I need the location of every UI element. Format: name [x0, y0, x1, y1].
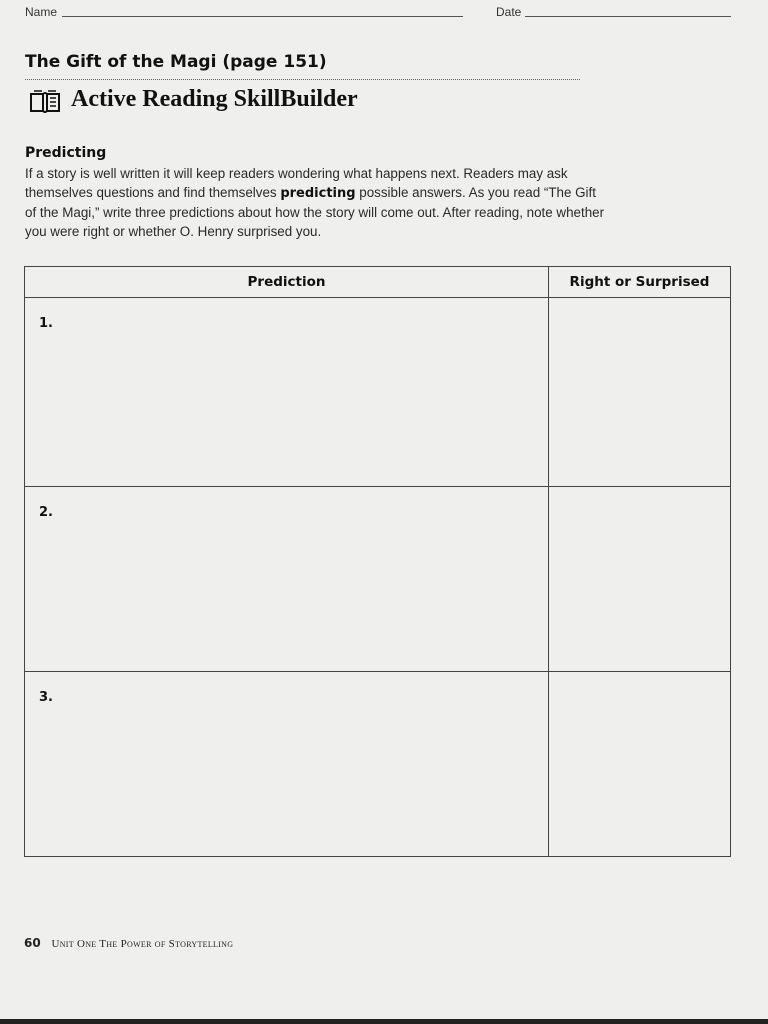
name-label: Name — [25, 5, 58, 19]
skillbuilder-title: Active Reading SkillBuilder — [71, 86, 358, 112]
outcome-cell-3[interactable] — [549, 672, 731, 857]
row-number: 1. — [39, 316, 53, 331]
table-row — [25, 298, 731, 487]
intro-paragraph — [25, 164, 605, 241]
page-number: 60 — [24, 936, 41, 950]
table-header-row — [25, 267, 731, 298]
open-book-icon — [29, 90, 61, 114]
intro-bold-term: predicting — [280, 186, 356, 201]
table-row — [25, 672, 731, 857]
page-title: The Gift of the Magi (page 151) — [25, 52, 327, 72]
intro-text-part2: possible answers. As you read “The Gift of the Magi,” write three predictions about how the story will come out. After reading, note whether you were right or whether O. Henry surprised you. — [25, 185, 605, 239]
scan-edge — [0, 1019, 768, 1024]
date-line[interactable] — [525, 16, 731, 17]
prediction-table — [24, 266, 731, 857]
row-number: 3. — [39, 690, 53, 705]
prediction-column-header: Prediction — [25, 267, 549, 298]
right-or-surprised-column-header: Right or Surprised — [549, 267, 731, 298]
page-footer — [24, 936, 233, 950]
footer-unit-title: The Power of Storytelling — [99, 938, 234, 950]
outcome-cell-2[interactable] — [549, 487, 731, 672]
intro-text-part1: If a story is well written it will keep readers wondering what happens next. Readers may ask themselves questions and find themselves — [25, 166, 568, 200]
prediction-cell-1[interactable] — [25, 298, 549, 487]
footer-unit: Unit One — [51, 938, 97, 950]
date-label: Date — [496, 5, 522, 19]
outcome-cell-1[interactable] — [549, 298, 731, 487]
title-divider — [25, 79, 580, 80]
prediction-cell-2[interactable] — [25, 487, 549, 672]
table-row — [25, 487, 731, 672]
prediction-cell-3[interactable] — [25, 672, 549, 857]
name-line[interactable] — [62, 16, 463, 17]
section-heading: Predicting — [25, 145, 107, 161]
row-number: 2. — [39, 505, 53, 520]
